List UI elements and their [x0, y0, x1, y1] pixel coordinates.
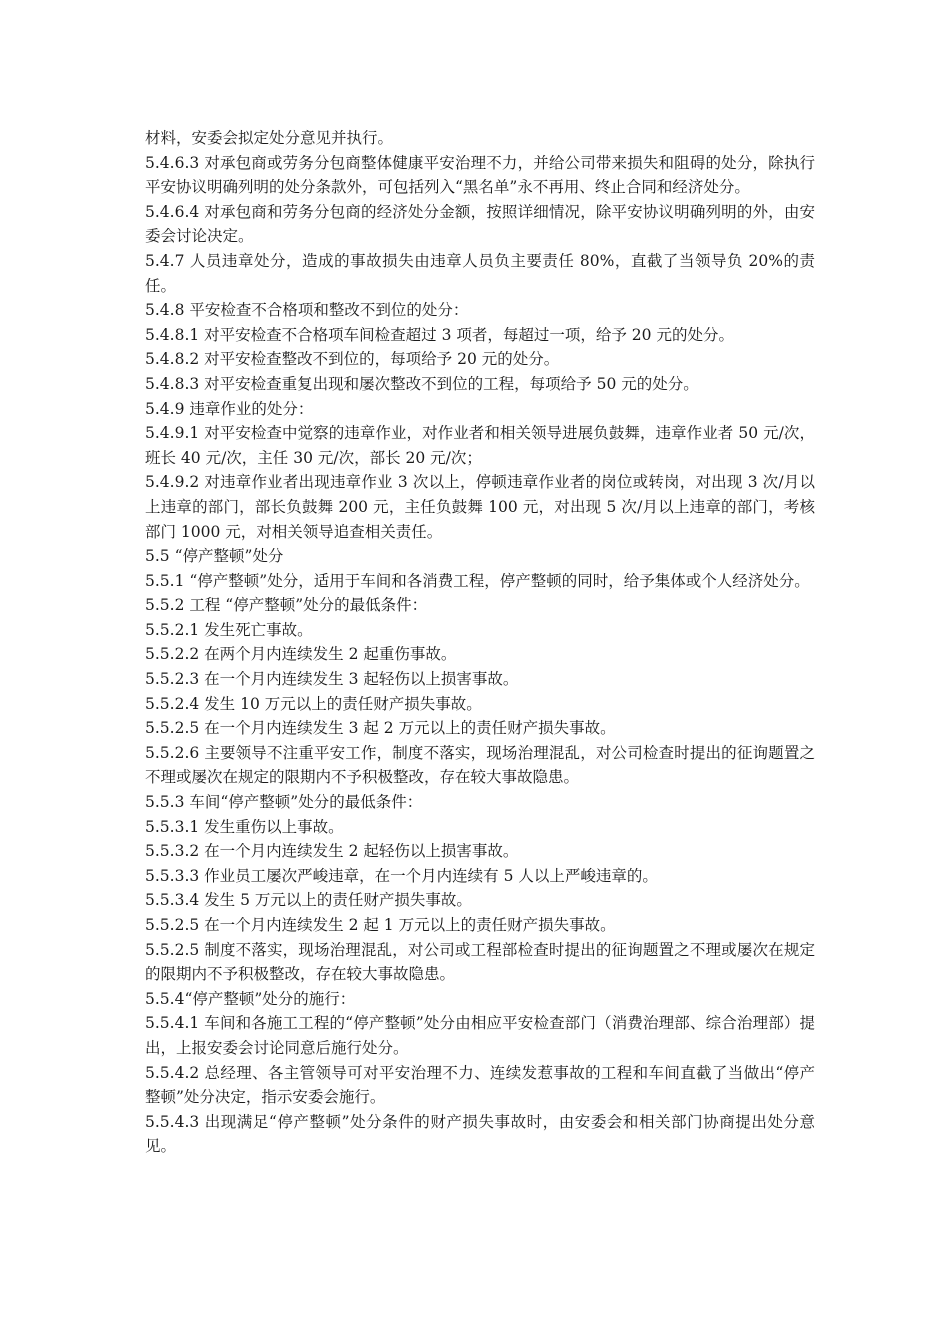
paragraph: 5.5.3.1 发生重伤以上事故。 [145, 817, 344, 836]
paragraph: 5.4.9.1 对平安检查中觉察的违章作业，对作业者和相关领导进展负鼓舞，违章作业者 50 元/次，班长 40 元/次，主任 30 元/次，部长 20 元/次； [145, 424, 815, 467]
paragraph: 5.5.2.5 在一个月内连续发生 2 起 1 万元以上的责任财产损失事故。 [145, 916, 616, 934]
paragraph: 5.5.3.2 在一个月内连续发生 2 起轻伤以上损害事故。 [145, 842, 519, 861]
paragraph: 5.5.2 工程 “停产整顿”处分的最低条件： [145, 596, 428, 615]
paragraph: 5.5.2.6 主要领导不注重平安工作，制度不落实，现场治理混乱，对公司检查时提出的征询题置之不理或屡次在规定的限期内不予积极整改，存在较大事故隐患。 [145, 743, 815, 787]
paragraph: 5.4.7 人员违章处分，造成的事故损失由违章人员负主要责任 80%，直截了当领导负 20%的责任。 [145, 251, 815, 295]
paragraph: 5.5.3.4 发生 5 万元以上的责任财产损失事故。 [145, 891, 472, 910]
paragraph: 5.4.9 违章作业的处分： [145, 399, 314, 418]
paragraph: 5.5.4.1 车间和各施工工程的“停产整顿”处分由相应平安检查部门（消费治理部、综合治理部）提出，上报安委会讨论同意后施行处分。 [145, 1014, 815, 1057]
paragraph: 5.5.2.5 在一个月内连续发生 3 起 2 万元以上的责任财产损失事故。 [145, 719, 616, 738]
paragraph: 5.5.2.3 在一个月内连续发生 3 起轻伤以上损害事故。 [145, 670, 519, 689]
paragraph: 5.4.8.1 对平安检查不合格项车间检查超过 3 项者，每超过一项，给予 20 元的处分。 [145, 325, 734, 344]
paragraph: 5.5 “停产整顿”处分 [145, 547, 284, 566]
paragraph: 5.5.4.2 总经理、各主管领导可对平安治理不力、连续发惹事故的工程和车间直截了当做出“停产整顿”处分决定，指示安委会施行。 [145, 1063, 815, 1107]
paragraph: 5.4.8.2 对平安检查整改不到位的，每项给予 20 元的处分。 [145, 350, 560, 369]
document-body [145, 126, 815, 1159]
paragraph: 5.4.9.2 对违章作业者出现违章作业 3 次以上，停顿违章作业者的岗位或转岗，对出现 3 次/月以上违章的部门，部长负鼓舞 200 元，主任负鼓舞 100 元，对出现 5 次/月以上违章的部门，考核部门 1000 元，对相关领导追查相关责任。 [145, 473, 815, 541]
paragraph: 5.4.8 平安检查不合格项和整改不到位的处分： [145, 301, 469, 320]
paragraph: 5.4.6.4 对承包商和劳务分包商的经济处分金额，按照详细情况，除平安协议明确列明的外，由安委会讨论决定。 [145, 202, 815, 246]
paragraph: 5.5.2.1 发生死亡事故。 [145, 620, 313, 639]
paragraph: 5.5.3 车间“停产整顿”处分的最低条件： [145, 793, 423, 812]
paragraph: 5.5.1 “停产整顿”处分，适用于车间和各消费工程，停产整顿的同时，给予集体或个人经济处分。 [145, 571, 810, 590]
paragraph: 5.5.2.4 发生 10 万元以上的责任财产损失事故。 [145, 694, 482, 713]
paragraph: 5.5.2.5 制度不落实，现场治理混乱，对公司或工程部检查时提出的征询题置之不理或屡次在规定的限期内不予积极整改，存在较大事故隐患。 [145, 940, 815, 984]
paragraph: 5.4.8.3 对平安检查重复出现和屡次整改不到位的工程，每项给予 50 元的处分。 [145, 374, 699, 393]
paragraph: 5.5.4.3 出现满足“停产整顿”处分条件的财产损失事故时，由安委会和相关部门协商提出处分意见。 [145, 1112, 815, 1156]
paragraph: 5.5.2.2 在两个月内连续发生 2 起重伤事故。 [145, 645, 457, 664]
paragraph: 5.5.3.3 作业员工屡次严峻违章，在一个月内连续有 5 人以上严峻违章的。 [145, 866, 658, 885]
paragraph: 5.5.4“停产整顿”处分的施行： [145, 989, 356, 1008]
paragraph: 材料，安委会拟定处分意见并执行。 [145, 129, 394, 147]
paragraph: 5.4.6.3 对承包商或劳务分包商整体健康平安治理不力，并给公司带来损失和阻碍的处分，除执行平安协议明确列明的处分条款外，可包括列入“黑名单”永不再用、终止合同和经济处分。 [145, 153, 815, 197]
